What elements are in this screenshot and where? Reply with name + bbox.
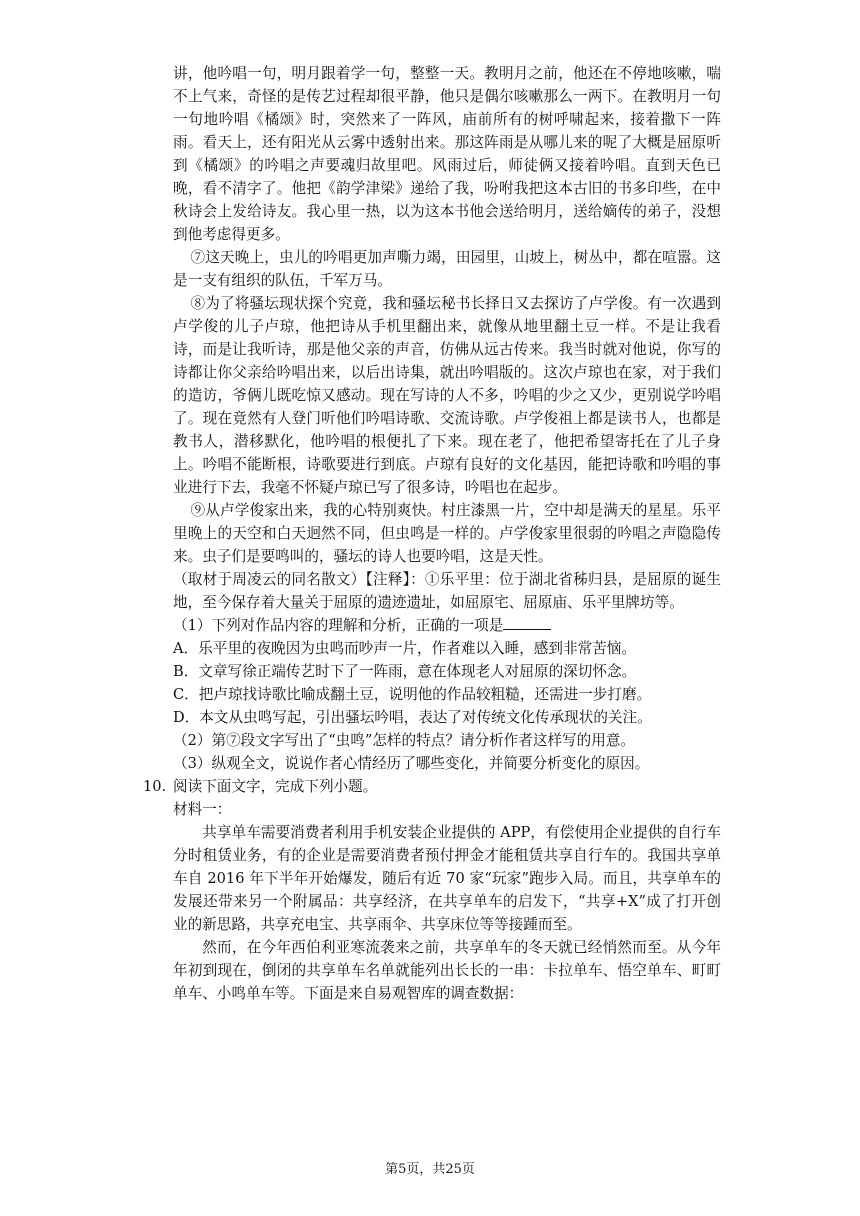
question-1 — [173, 614, 721, 637]
answer-blank — [503, 615, 551, 630]
question-10 — [143, 775, 721, 798]
paragraph-7: ⑦这天晚上，虫儿的吟唱更加声嘶力竭，田园里，山坡上，树丛中，都在喧嚣。这是一支有组织的队伍，千军万马。 — [173, 249, 721, 289]
question-1-stem: （1）下列对作品内容的理解和分析，正确的一项是 — [173, 617, 504, 634]
question-3: （3）纵观全文，说说作者心情经历了哪些变化，并简要分析变化的原因。 — [173, 755, 650, 772]
paragraph-continued: 讲，他吟唱一句，明月跟着学一句，整整一天。教明月之前，他还在不停地咳嗽，喘不上气来，奇怪的是传艺过程却很平静，他只是偶尔咳嗽那么一两下。在教明月一句一句地吟唱《橘颂》时，突然来了一阵风，庙前所有的树呼啸起来，接着撒下一阵雨。看天上，还有阳光从云雾中透射出来。那这阵雨是从哪儿来的呢了大概是屈原听到《橘颂》的吟唱之声要魂归故里吧。风雨过后，师徒俩又接着吟唱。直到天色已晚，看不清字了。他把《韵学津梁》递给了我，吩咐我把这本古旧的书多印些，在中秋诗会上发给诗友。我心里一热，以为这本书他会送给明月，送给嫡传的弟子，没想到他考虑得更多。 — [173, 65, 721, 243]
option-b: B．文章写徐正端传艺时下了一阵雨，意在体现老人对屈原的深切怀念。 — [173, 663, 637, 680]
source-note: （取材于周凌云的同名散文）【注释】：①乐平里：位于湖北省秭归县，是屈原的诞生地，至今保存着大量关于屈原的遗迹遗址，如屈原宅、屈原庙、乐平里牌坊等。 — [173, 571, 721, 611]
option-c: C．把卢琼找诗歌比喻成翻土豆，说明他的作品较粗糙，还需进一步打磨。 — [173, 686, 652, 703]
paragraph-9: ⑨从卢学俊家出来，我的心特别爽快。村庄漆黑一片，空中却是满天的星星。乐平里晚上的天空和白天迥然不同，但虫鸣是一样的。卢学俊家里很弱的吟唱之声隐隐传来。虫子们是要鸣叫的，骚坛的诗人也要吟唱，这是天性。 — [173, 502, 721, 565]
option-d: D．本文从虫鸣写起，引出骚坛吟唱，表达了对传统文化传承现状的关注。 — [173, 709, 652, 726]
option-a: A．乐平里的夜晚因为虫鸣而吵声一片，作者难以入睡，感到非常苦恼。 — [173, 640, 636, 657]
material-paragraph-2: 然而，在今年西伯利亚寒流袭来之前，共享单车的冬天就已经悄然而至。从今年年初到现在，倒闭的共享单车名单就能列出长长的一串：卡拉单车、悟空单车、町町单车、小鸣单车等。下面是来自易观智库的调查数据： — [173, 939, 721, 1002]
page-content — [143, 62, 721, 1005]
question-2: （2）第⑦段文字写出了“虫鸣”怎样的特点？请分析作者这样写的用意。 — [173, 732, 636, 749]
material-paragraph-1: 共享单车需要消费者利用手机安装企业提供的 APP，有偿使用企业提供的自行车分时租赁业务，有的企业是需要消费者预付押金才能租赁共享自行车的。我国共享单车自 2016 年下半年开始爆发，随后有近 70 家“玩家”跑步入局。而且，共享单车的发展还带来另一个附属品：共享经济，在共享单车的启发下，“共享+X”成了打开创业的新思路，共享充电宝、共享雨伞、共享床位等等接踵而至。 — [173, 824, 721, 933]
page-footer: 第5页，共25页 — [385, 1162, 475, 1177]
material-label: 材料一： — [173, 801, 232, 818]
paragraph-8: ⑧为了将骚坛现状探个究竟，我和骚坛秘书长择日又去探访了卢学俊。有一次遇到卢学俊的儿子卢琼，他把诗从手机里翻出来，就像从地里翻土豆一样。不是让我看诗，而是让我听诗，那是他父亲的声音，仿佛从远古传来。我当时就对他说，你写的诗都让你父亲给吟唱出来，以后出诗集，就出吟唱版的。这次卢琼也在家，对于我们的造访，爷俩儿既吃惊又感动。现在写诗的人不多，吟唱的少之又少，更别说学吟唱了。现在竟然有人登门听他们吟唱诗歌、交流诗歌。卢学俊祖上都是读书人，也都是教书人，潜移默化，他吟唱的根便扎了下来。现在老了，他把希望寄托在了儿子身上。吟唱不能断根，诗歌要进行到底。卢琼有良好的文化基因，能把诗歌和吟唱的事业进行下去，我毫不怀疑卢琼已写了很多诗，吟唱也在起步。 — [173, 295, 721, 496]
question-prompt: 阅读下面文字，完成下列小题。 — [173, 778, 378, 795]
question-number: 10. — [143, 778, 167, 795]
